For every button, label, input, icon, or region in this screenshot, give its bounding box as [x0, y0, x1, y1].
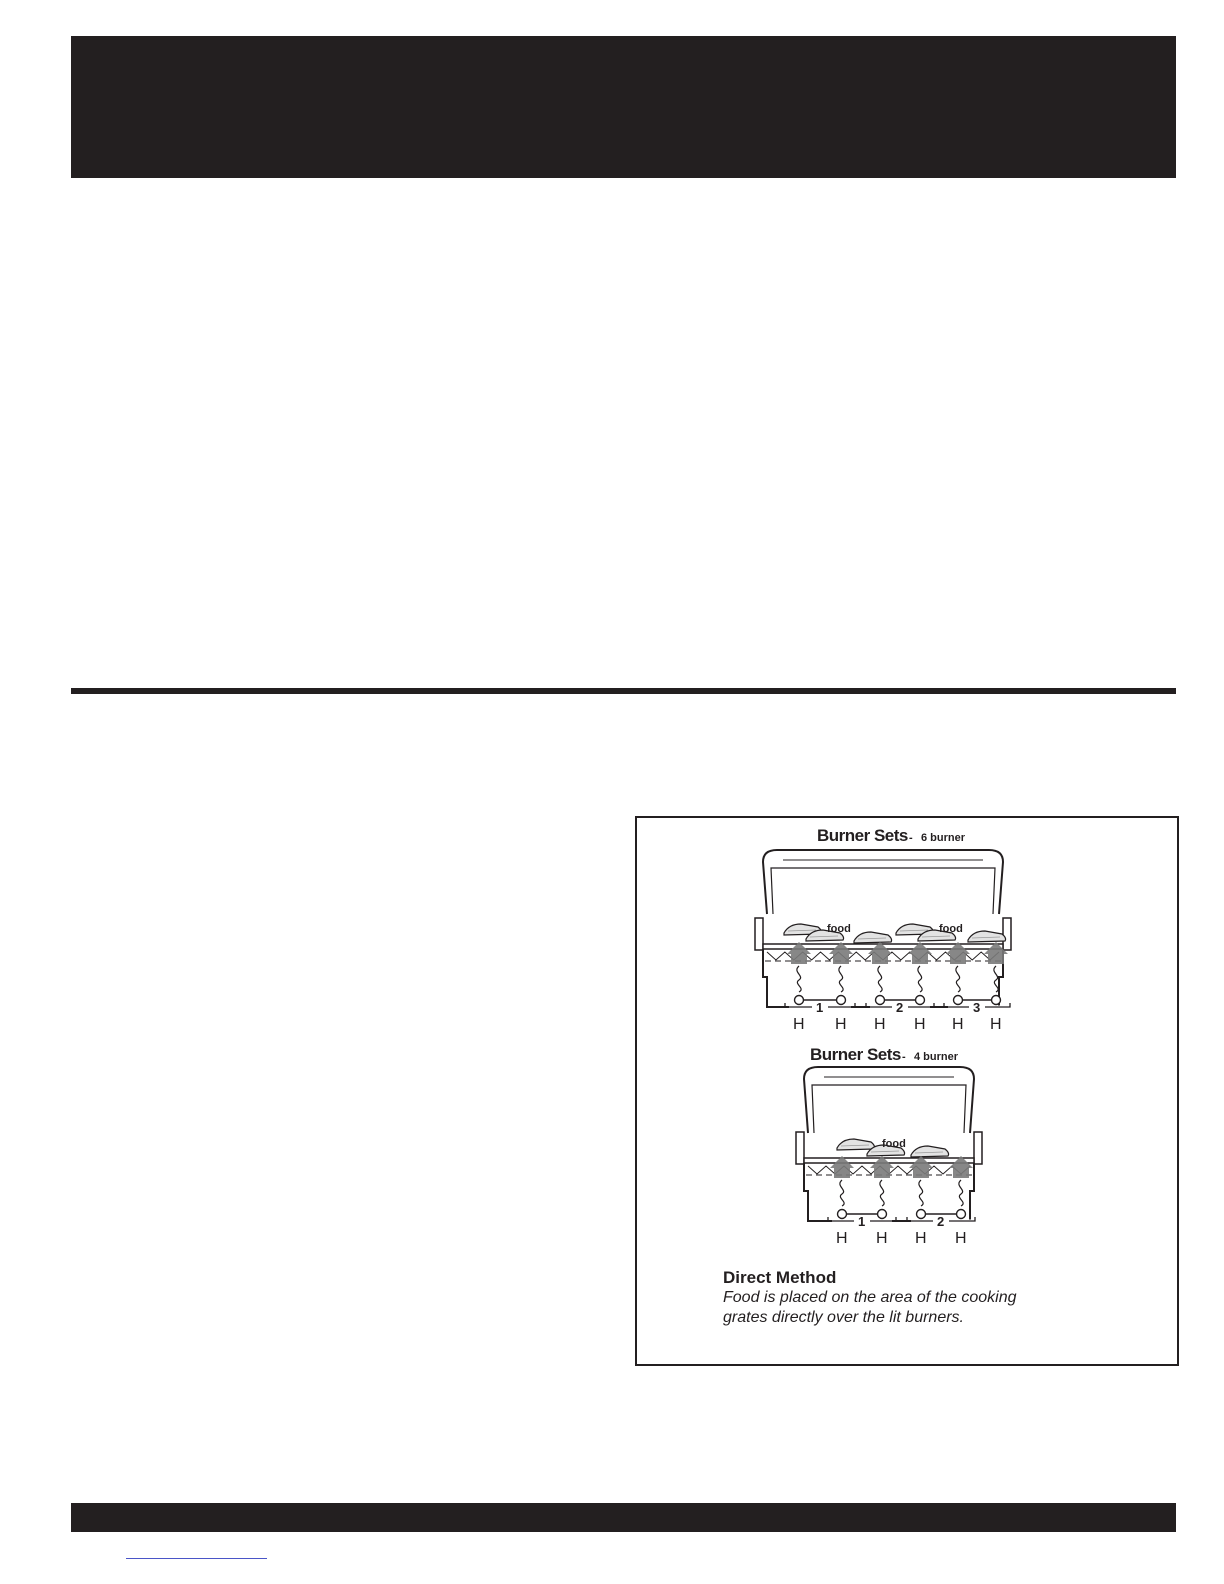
burner-control-knob	[957, 1210, 966, 1219]
burner-count-label: 4 burner	[914, 1051, 959, 1063]
burner-setting-high: H	[914, 1016, 926, 1033]
burner-setting-high: H	[990, 1016, 1002, 1033]
burner-setting-high: H	[874, 1016, 886, 1033]
section-divider	[71, 688, 1176, 694]
burner-flame	[919, 1180, 923, 1206]
burner-set-number: 3	[973, 1000, 981, 1015]
header-band	[71, 36, 1176, 178]
title-separator: -	[902, 1051, 906, 1063]
burner-flame	[880, 1180, 884, 1206]
food-label: food	[827, 923, 851, 935]
food-label: food	[939, 923, 963, 935]
food-shape	[837, 1139, 875, 1150]
food-item	[854, 932, 892, 943]
food-label: food	[882, 1138, 906, 1150]
burner-flame	[994, 966, 998, 992]
food-item	[968, 931, 1006, 942]
burner-control-knob	[837, 996, 846, 1005]
burner-setting-high: H	[915, 1230, 927, 1247]
six-burner-grill-diagram	[749, 824, 1034, 1039]
footer-band	[71, 1503, 1176, 1532]
cooking-grate	[804, 1158, 974, 1163]
burner-sets-title: Burner Sets	[810, 1045, 901, 1064]
caption-title: Direct Method	[723, 1268, 837, 1287]
footer-link-underline	[126, 1558, 267, 1559]
burner-setting-high: H	[793, 1016, 805, 1033]
food-shape	[911, 1146, 949, 1157]
burner-flame	[839, 966, 843, 992]
burner-control-knob	[954, 996, 963, 1005]
burner-control-knob	[795, 996, 804, 1005]
left-hinge-post	[796, 1132, 804, 1164]
burner-flame	[840, 1180, 844, 1206]
burner-flame	[878, 966, 882, 992]
right-hinge-post	[1003, 918, 1011, 950]
burner-control-knob	[917, 1210, 926, 1219]
burner-control-knob	[838, 1210, 847, 1219]
left-hinge-post	[755, 918, 763, 950]
burner-set-number: 2	[937, 1214, 945, 1229]
burner-control-knob	[916, 996, 925, 1005]
burner-set-number: 2	[896, 1000, 904, 1015]
food-shape	[968, 931, 1006, 942]
burner-flame	[797, 966, 801, 992]
food-item	[911, 1146, 949, 1157]
burner-control-knob	[878, 1210, 887, 1219]
grill-lid-inner	[771, 868, 995, 914]
title-separator: -	[909, 832, 913, 844]
burner-control-knob	[992, 996, 1001, 1005]
caption-text: Food is placed on the area of the cooking grates directly over the lit burners.	[723, 1289, 1017, 1326]
burner-setting-high: H	[955, 1230, 967, 1247]
four-burner-grill-diagram	[790, 1043, 1000, 1258]
figure-caption	[723, 1268, 1143, 1328]
burner-sets-title: Burner Sets	[817, 826, 908, 845]
burner-control-knob	[876, 996, 885, 1005]
burner-set-number: 1	[816, 1000, 824, 1015]
burner-flame	[956, 966, 960, 992]
burner-setting-high: H	[876, 1230, 888, 1247]
burner-setting-high: H	[835, 1016, 847, 1033]
food-shape	[854, 932, 892, 943]
burner-flame	[959, 1180, 963, 1206]
right-hinge-post	[974, 1132, 982, 1164]
burner-count-label: 6 burner	[921, 832, 966, 844]
burner-flame	[918, 966, 922, 992]
burner-setting-high: H	[836, 1230, 848, 1247]
burner-set-number: 1	[858, 1214, 866, 1229]
burner-setting-high: H	[952, 1016, 964, 1033]
food-item	[837, 1139, 875, 1150]
grill-lid-inner	[812, 1085, 966, 1133]
